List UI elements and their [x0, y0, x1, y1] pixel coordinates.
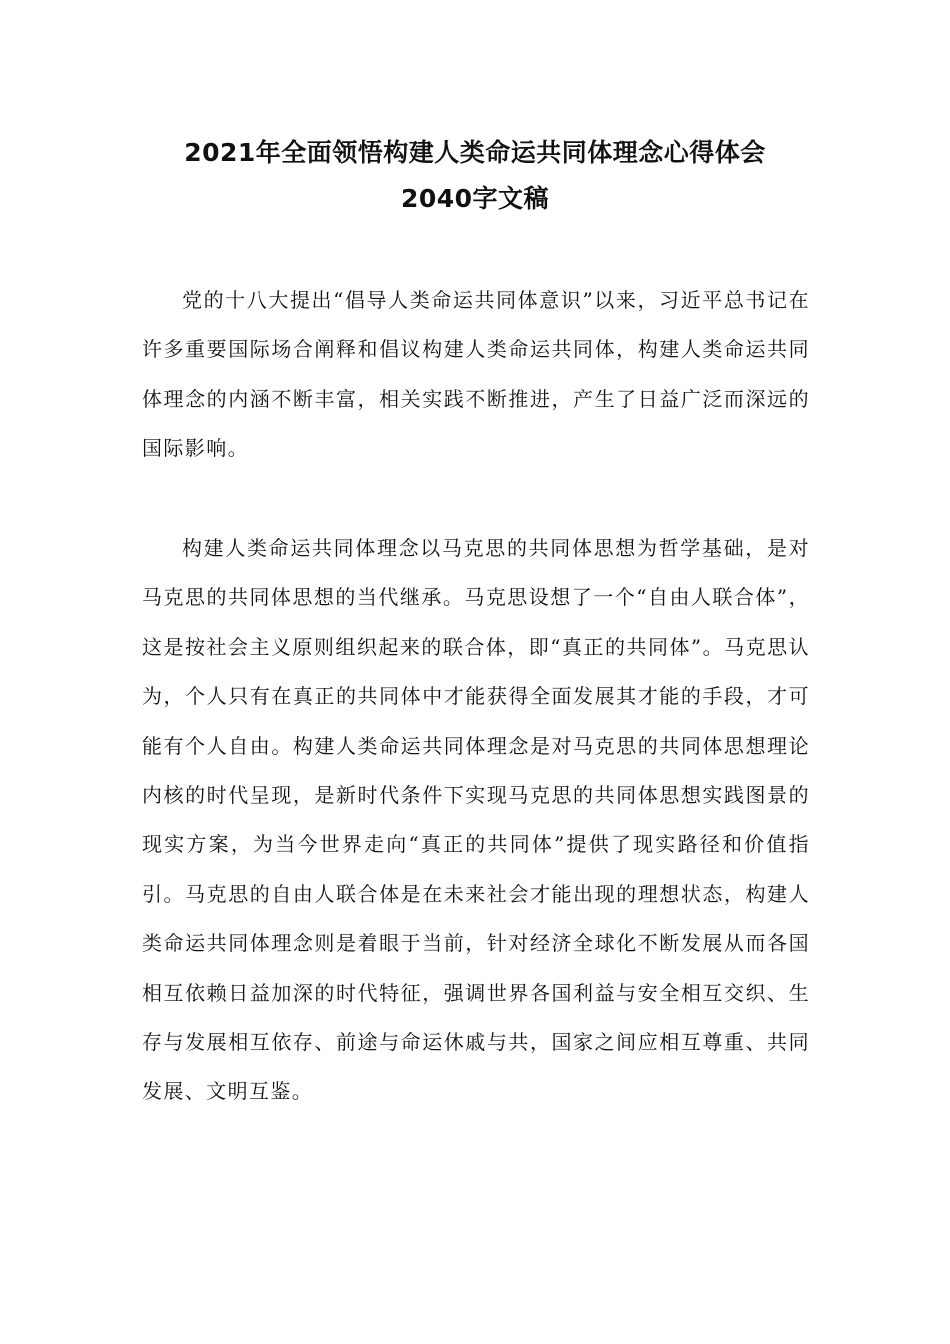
document-title-line-2: 2040字文稿: [400, 184, 550, 213]
body-paragraph-1: 党的十八大提出“倡导人类命运共同体意识”以来，习近平总书记在许多重要国际场合阐释和倡议构建人类命运共同体，构建人类命运共同体理念的内涵不断丰富，相关实践不断推进，产生了日益广泛而深远的国际影响。: [142, 288, 810, 461]
body-paragraph-2: 构建人类命运共同体理念以马克思的共同体思想为哲学基础，是对马克思的共同体思想的当代继承。马克思设想了一个“自由人联合体”，这是按社会主义原则组织起来的联合体，即“真正的共同体”。马克思认为，个人只有在真正的共同体中才能获得全面发展其才能的手段，才可能有个人自由。构建人类命运共同体理念是对马克思的共同体思想理论内核的时代呈现，是新时代条件下实现马克思的共同体思想实践图景的现实方案，为当今世界走向“真正的共同体”提供了现实路径和价值指引。马克思的自由人联合体是在未来社会才能出现的理想状态，构建人类命运共同体理念则是着眼于当前，针对经济全球化不断发展从而各国相互依赖日益加深的时代特征，强调世界各国利益与安全相互交织、生存与发展相互依存、前途与命运休戚与共，国家之间应相互尊重、共同发展、文明互鉴。: [142, 536, 810, 1104]
document-title-line-1: 2021年全面领悟构建人类命运共同体理念心得体会: [184, 138, 766, 167]
